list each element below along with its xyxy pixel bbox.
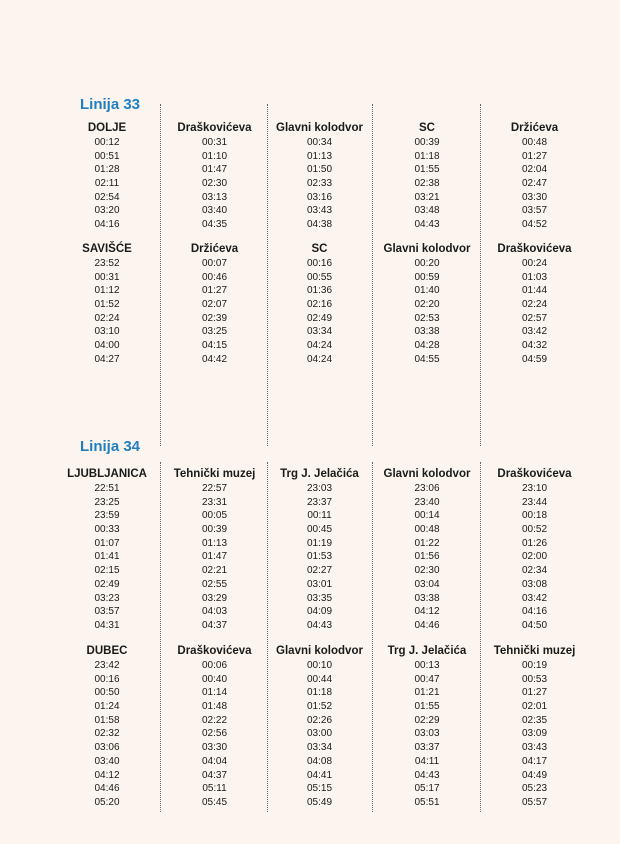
departure-time: 23:52 [94,258,120,269]
departure-time: 03:00 [306,728,333,740]
departure-time: 05:51 [414,796,440,808]
departure-time: 00:47 [414,673,440,685]
departure-time: 04:37 [201,619,228,631]
departure-time: 00:59 [414,271,440,283]
departure-time: 02:47 [521,178,548,190]
stop-name: Draškovićeva [177,122,252,134]
departure-time: 02:26 [306,714,333,726]
departure-time: 02:22 [201,714,228,726]
departure-time: 00:50 [94,687,120,699]
departure-time: 00:52 [521,524,548,536]
departure-time: 23:40 [414,496,440,508]
departure-time: 00:13 [414,660,440,671]
departure-time: 03:29 [201,592,228,604]
departure-time: 04:09 [306,606,333,618]
departure-time: 05:15 [306,783,333,795]
timetable-block [0,643,620,810]
departure-time: 03:16 [306,191,333,203]
departure-time: 02:49 [94,578,120,590]
departure-time: 02:30 [201,178,228,190]
departure-time: 00:44 [306,673,333,685]
stop-name: DOLJE [87,122,127,134]
departure-time: 01:27 [201,285,228,297]
departure-time: 04:55 [414,353,440,365]
departure-time: 04:49 [521,769,548,781]
departure-time: 04:42 [201,353,228,365]
departure-time: 04:16 [94,219,120,231]
departure-time: 03:13 [201,191,228,203]
departure-time: 04:16 [521,606,548,618]
departure-time: 03:35 [306,592,333,604]
stop-column [372,241,482,367]
departure-time: 00:39 [414,137,440,148]
timetable-block [0,466,620,633]
departure-time: 23:31 [201,496,228,508]
departure-time: 03:48 [414,205,440,217]
departure-time: 03:04 [414,578,440,590]
departure-time: 01:58 [94,714,120,726]
departure-time: 04:50 [521,619,548,631]
departure-time: 03:23 [94,592,120,604]
departure-time: 01:26 [521,537,548,549]
departure-time: 04:32 [521,340,548,352]
departure-time: 03:10 [94,326,120,338]
departure-time: 05:45 [201,796,228,808]
departure-time: 03:57 [521,205,548,217]
stop-column [482,241,587,367]
departure-time: 00:45 [306,524,333,536]
departure-time: 02:56 [201,728,228,740]
departure-time: 02:16 [306,299,333,311]
departure-time: 05:23 [521,783,548,795]
stop-column [372,643,482,810]
departure-time: 03:43 [306,205,333,217]
departure-time: 00:40 [201,673,228,685]
departure-time: 04:38 [306,219,333,231]
departure-time: 01:18 [306,687,333,699]
departure-time: 04:04 [201,755,228,767]
departure-time: 01:28 [94,164,120,176]
stop-name: Draškovićeva [177,645,252,657]
departure-time: 03:57 [94,606,120,618]
stop-column [482,466,587,633]
departure-time: 03:38 [414,326,440,338]
departure-time: 22:51 [94,483,120,494]
departure-time: 04:52 [521,219,548,231]
departure-time: 01:55 [414,701,440,713]
departure-time: 02:21 [201,565,228,577]
departure-time: 00:46 [201,271,228,283]
stop-name: SAVIŠĆE [82,243,132,255]
stop-name: Trg J. Jelačića [387,645,467,657]
departure-time: 23:10 [521,483,548,494]
departure-time: 02:38 [414,178,440,190]
departure-time: 01:47 [201,164,228,176]
stop-column [52,241,162,367]
departure-time: 00:39 [201,524,228,536]
stop-name: SC [419,122,435,134]
departure-time: 01:13 [306,150,333,162]
departure-time: 00:24 [521,258,548,269]
departure-time: 01:36 [306,285,333,297]
departure-time: 23:44 [521,496,548,508]
departure-time: 02:24 [94,312,120,324]
departure-time: 00:19 [521,660,548,671]
stop-name: Držićeva [510,122,559,134]
departure-time: 04:28 [414,340,440,352]
departure-time: 05:11 [202,783,227,795]
departure-time: 23:37 [306,496,333,508]
departure-time: 00:20 [414,258,440,269]
stop-column [52,120,162,232]
departure-time: 04:43 [414,769,440,781]
stop-column [267,466,372,633]
departure-time: 02:54 [94,191,120,203]
departure-time: 01:53 [306,551,333,563]
stop-column [52,466,162,633]
departure-time: 05:49 [306,796,333,808]
stop-name: Glavni kolodvor [276,645,363,657]
departure-time: 04:12 [94,769,120,781]
departure-time: 02:29 [414,714,440,726]
departure-time: 01:41 [94,551,120,563]
departure-time: 01:22 [414,537,440,549]
stop-name: Trg J. Jelačića [280,468,359,480]
departure-time: 02:04 [521,164,548,176]
line-33-title: Linija 33 [80,96,141,113]
stop-column [162,643,267,810]
departure-time: 03:25 [201,326,228,338]
departure-time: 00:07 [201,258,228,269]
departure-time: 00:16 [306,258,333,269]
departure-time: 04:24 [306,353,333,365]
departure-time: 01:14 [201,687,228,699]
stop-name: Tehnički muzej [493,645,576,657]
departure-time: 00:06 [201,660,228,671]
stop-name: DUBEC [86,645,128,657]
departure-time: 04:43 [414,219,440,231]
departure-time: 03:21 [414,191,440,203]
departure-time: 23:03 [306,483,333,494]
departure-time: 02:39 [201,312,228,324]
departure-time: 01:27 [521,687,548,699]
departure-time: 00:34 [306,137,333,148]
departure-time: 04:46 [414,619,440,631]
departure-time: 02:34 [521,565,548,577]
departure-time: 04:03 [201,606,228,618]
departure-time: 02:53 [414,312,440,324]
departure-time: 04:41 [306,769,333,781]
departure-time: 04:11 [414,755,440,767]
stop-column [267,643,372,810]
departure-time: 01:03 [521,271,548,283]
stop-name: LJUBLJANICA [67,468,147,480]
stop-column [372,466,482,633]
departure-time: 01:47 [201,551,228,563]
departure-time: 03:30 [201,742,228,754]
departure-time: 03:42 [521,326,548,338]
stop-column [267,241,372,367]
stop-column [482,643,587,810]
departure-time: 03:09 [521,728,548,740]
departure-time: 04:35 [201,219,228,231]
departure-time: 00:33 [94,524,120,536]
line-34-title: Linija 34 [80,438,141,455]
departure-time: 04:27 [94,353,120,365]
departure-time: 02:55 [201,578,228,590]
stop-column [162,241,267,367]
departure-time: 02:32 [94,728,120,740]
departure-time: 00:31 [201,137,228,148]
departure-time: 04:12 [414,606,440,618]
departure-time: 05:17 [414,783,440,795]
departure-time: 04:46 [94,783,120,795]
departure-time: 00:12 [94,137,120,148]
departure-time: 00:10 [306,660,333,671]
departure-time: 03:08 [521,578,548,590]
departure-time: 00:31 [94,271,120,283]
departure-time: 01:56 [414,551,440,563]
departure-time: 00:53 [521,673,548,685]
departure-time: 01:55 [414,164,440,176]
stop-name: Draškovićeva [497,468,572,480]
departure-time: 01:13 [201,537,228,549]
departure-time: 01:21 [414,687,440,699]
departure-time: 01:44 [521,285,548,297]
departure-time: 02:00 [521,551,548,563]
departure-time: 01:50 [306,164,333,176]
stop-column [372,120,482,232]
departure-time: 03:42 [521,592,548,604]
departure-time: 02:57 [521,312,548,324]
timetable-block [0,241,620,367]
departure-time: 03:03 [414,728,440,740]
departure-time: 03:40 [94,755,120,767]
departure-time: 02:35 [521,714,548,726]
departure-time: 04:15 [201,340,228,352]
departure-time: 04:17 [521,755,548,767]
departure-time: 01:40 [414,285,440,297]
departure-time: 02:30 [414,565,440,577]
departure-time: 02:15 [94,565,120,577]
departure-time: 04:59 [521,353,548,365]
departure-time: 00:51 [94,150,120,162]
departure-time: 05:57 [521,796,548,808]
stop-name: Glavni kolodvor [383,468,471,480]
stop-column [162,466,267,633]
stop-column [482,120,587,232]
departure-time: 04:08 [306,755,333,767]
departure-time: 00:11 [307,510,332,522]
departure-time: 03:40 [201,205,228,217]
departure-time: 02:20 [414,299,440,311]
timetable-block [0,120,620,232]
departure-time: 00:18 [521,510,548,522]
departure-time: 03:43 [521,742,548,754]
departure-time: 02:07 [201,299,228,311]
stop-name: Glavni kolodvor [383,243,471,255]
departure-time: 03:38 [414,592,440,604]
departure-time: 04:31 [94,619,120,631]
stop-column [52,643,162,810]
departure-time: 01:18 [414,150,440,162]
departure-time: 23:42 [94,660,120,671]
departure-time: 01:07 [94,537,120,549]
departure-time: 03:37 [414,742,440,754]
departure-time: 02:33 [306,178,333,190]
departure-time: 00:14 [414,510,440,522]
departure-time: 00:48 [521,137,548,148]
departure-time: 05:20 [94,796,120,808]
stop-name: Držićeva [190,243,239,255]
departure-time: 01:52 [94,299,120,311]
departure-time: 04:43 [306,619,333,631]
departure-time: 01:19 [306,537,333,549]
departure-time: 01:52 [306,701,333,713]
departure-time: 04:24 [306,340,333,352]
departure-time: 03:01 [306,578,333,590]
departure-time: 02:11 [94,178,120,190]
stop-column [267,120,372,232]
stop-column [162,120,267,232]
departure-time: 00:55 [306,271,333,283]
departure-time: 23:25 [94,496,120,508]
departure-time: 02:01 [521,701,548,713]
departure-time: 23:59 [94,510,120,522]
departure-time: 00:16 [94,673,120,685]
departure-time: 23:06 [414,483,440,494]
departure-time: 03:34 [306,742,333,754]
departure-time: 00:48 [414,524,440,536]
stop-name: Tehnički muzej [173,468,256,480]
departure-time: 01:48 [201,701,228,713]
departure-time: 02:24 [521,299,548,311]
stop-name: SC [311,243,328,255]
departure-time: 03:06 [94,742,120,754]
departure-time: 01:27 [521,150,548,162]
departure-time: 01:10 [201,150,228,162]
stop-name: Glavni kolodvor [276,122,363,134]
departure-time: 04:00 [94,340,120,352]
departure-time: 03:30 [521,191,548,203]
departure-time: 01:24 [94,701,120,713]
departure-time: 04:37 [201,769,228,781]
departure-time: 03:20 [94,205,120,217]
departure-time: 01:12 [94,285,120,297]
departure-time: 03:34 [306,326,333,338]
departure-time: 22:57 [201,483,228,494]
departure-time: 02:49 [306,312,333,324]
departure-time: 02:27 [306,565,333,577]
stop-name: Draškovićeva [497,243,572,255]
departure-time: 00:05 [201,510,228,522]
